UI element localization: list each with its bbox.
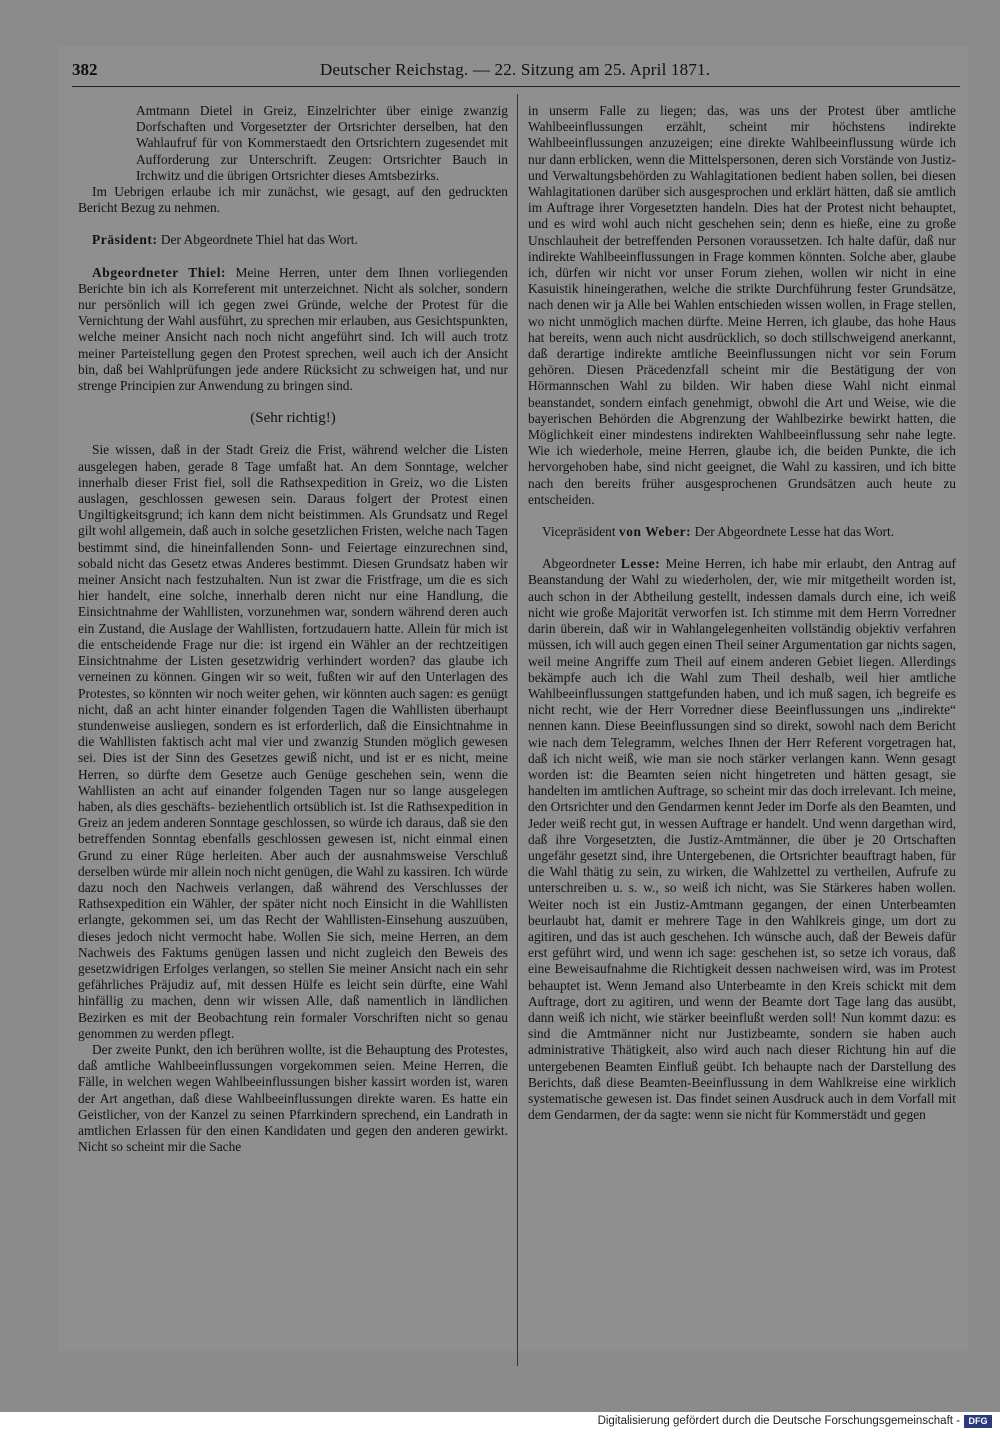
paragraph-gap xyxy=(528,508,956,524)
paragraph-gap xyxy=(78,426,508,442)
funding-credit: Digitalisierung gefördert durch die Deutsche Forschungsgemeinschaft - xyxy=(597,1415,960,1427)
speaker-name: Lesse: xyxy=(620,556,661,572)
speech-text: Der Abgeordnete Lesse hat das Wort. xyxy=(691,524,895,540)
body-paragraph: Im Uebrigen erlaube ich mir zunächst, wie gesagt, auf den gedruckten Bericht Bezug zu nehmen. xyxy=(78,184,508,216)
speaker-name: Abgeordneter Thiel: xyxy=(92,264,227,280)
body-paragraph: Sie wissen, daß in der Stadt Greiz die Frist, während welcher die Listen ausgelegen haben, gerade 8 Tage umfaßt hat. An dem Sonntage, welcher innerhalb dieser Frist fiel, soll die Rathsexpedition in Greiz, wo die Listen auslagen, geschlossen gewesen sein. Daraus folgert der Protest einen Ungiltigkeitsgrund; ich kann dem nicht beistimmen. Als Grundsatz und Regel gilt wohl allgemein, daß auch in solche gesetzlichen Fristen, welche nach Tagen bestimmt sind, die hineinfallenden Sonn- und Feiertage einzurechnen sind, sobald nicht das Gesetz etwas Anderes bestimmt. Diesen Grundsatz haben wir meiner Ansicht nach festzuhalten. Nun ist zwar die Fristfrage, um die es sich hier handelt, eine solche, innerhalb deren nicht nur eine Handlung, die Einsichtnahme der Wahllisten, vorzunehmen war, sondern während deren auch ein Zustand, die Auslage der Wahllisten, fortzudauern hatte. Allein für mich ist die entscheidende Frage nur die: ist irgend ein Wähler an der rechtzeitigen Einsichtnahme der Listen gesetzwidrig verhindert worden? das glaube ich verneinen zu können. Gingen wir so weit, fußten wir auf den Unterlagen des Protestes, so könnten wir noch weiter gehen, wir könnten auch sagen: es genügt nicht, daß an acht hinter einander folgenden Tagen die Wahllisten überhaupt stundenweise ausliegen, sondern es ist erforderlich, daß die Einsichtnahme in die Wahllisten faktisch acht mal vier und zwanzig Stunden möglich gewesen sei. Dies ist der Sinn des Gesetzes gewiß nicht, und ist er es nicht, meine Herren, so dürfte dem Gesetze auch Genüge geschehen sein, wenn die Wahllisten an acht auf einander folgenden Tagen nur so lange ausgelegen haben, als dies geschäfts- beziehentlich ortsüblich ist. Ist die Rathsexpedition in Greiz an jedem anderen Sonntage geschlossen, so würde ich daraus, daß sie den betreffenden Sonntag ebenfalls geschlossen gewesen ist, nicht einmal einen Grund zu einer Rüge herleiten. Aber auch der ausnahmsweise Verschluß derselben würde mir allein noch nicht genügen, die Wahl zu kassiren. Ich würde dazu noch den Nachweis verlangen, daß während des Verschlusses der Rathsexpedition ein Wähler, der später nicht noch Einsicht in die Wahllisten erlangte, gekommen sei, um das Recht der Wahllisten-Einsehung auszuüben, dieses jedoch nicht vermocht habe. Wollen Sie sich, meine Herren, an dem Nachweis des Faktums genügen lassen und nicht zugleich den Beweis des gesetzwidrigen Erfolges verlangen, so stellen Sie meiner Ansicht nach ein sehr gefährliches Präjudiz auf, mit dessen Hülfe es leicht sein dürfte, eine Wahl hinfällig zu machen, denn wir wissen Alle, daß namentlich in ländlichen Bezirken es mit der Beobachtung rein formaler Vorschriften nicht so genau genommen zu werden pflegt. xyxy=(78,442,508,1041)
footer-bar xyxy=(0,1412,1000,1432)
speaker-name: von Weber: xyxy=(618,524,692,540)
speaker-role: Vicepräsident xyxy=(542,524,619,540)
speaker-paragraph xyxy=(78,265,508,395)
speaker-name: Präsident: xyxy=(92,232,158,248)
speaker-paragraph xyxy=(528,524,956,540)
interjection: (Sehr richtig!) xyxy=(250,410,336,427)
page-number: 382 xyxy=(72,60,98,79)
header-rule xyxy=(72,86,960,87)
speech-text: Meine Herren, ich habe mir erlaubt, den Antrag auf Beanstandung der Wahl zu wiederholen, der, wie mir mitgetheilt worden ist, auch schon in der Abtheilung gestellt, indessen damals durch eine, ich weiß nicht wie große Majorität verworfen ist. Ich stimme mit dem Herrn Vorredner darin überein, daß wir in Wahlangelegenheiten vollständig objektiv verfahren müssen, ich will auch gegen einen Theil seiner Argumentation gar nichts sagen, weil meine Angriffe zum Theil auf einem anderen Gebiet liegen. Allerdings bekämpfe auch ich die Wahl zum Theil deshalb, weil hier amtliche Wahlbeeinflussungen stattgefunden haben, und ich muß sagen, ich begreife es nicht recht, wie der Herr Vorredner diese Beeinflussungen uns „indirekte“ nennen kann. Diese Beeinflussungen sind so direkt, sowohl nach dem Bericht wie nach dem Telegramm, welches Ihnen der Herr Referent vorgetragen hat, daß ich nicht weiß, wie man sie noch stärker verlangen kann. Wenn gesagt worden ist: die Beamten seien nicht hingetreten und hätten gesagt, sie handelten im amtlichen Auftrage, so scheint mir das doch irrelevant. Ich meine, den Ortsrichter und den Gendarmen kennt Jeder im Dorfe als den Beamten, und Jeder weiß recht gut, in wessen Auftrage er handelt. Und wenn dargethan wird, daß ihre Vorgesetzten, die Justiz-Amtmänner, die über je 20 Ortschaften ungefähr gesetzt sind, ihre Untergebenen, die Ortsrichter beauftragt haben, für die Wahl thätig zu sein, zu wirken, die Wahlzettel zu vertheilen, Aufrufe zu unterschreiben u. s. w., so weiß ich nicht, was Sie Stärkeres haben wollen. Weiter noch ist ein Justiz-Amtmann gegangen, der einen Unterbeamten beurlaubt hat, damit er mehrere Tage in den Wahlkreis ginge, um dort zu agitiren, und das ist auch geschehen. Ich wünsche auch, daß der Beweis dafür erst geführt wird, und wenn ich sage: geschehen ist, so setze ich voraus, daß eine Beweisaufnahme die Richtigkeit dessen nachweisen wird, was im Protest behauptet ist. Wenn Jemand also Unterbeamte in den Kreis schickt mit dem Auftrage, dort zu agitiren, und wenn der Beamte dort Tage lang das ausübt, dann weiß ich nicht, wie stärker beeinflußt werden soll! Nun kommt dazu: es sind die Amtmänner nicht nur Justizbeamte, sondern sie haben auch administrative Thätigkeit, also wird auch nach dieser Richtung hin auf die untergebenen Beamten Einfluß geübt. Ich behaupte nach der Darstellung des Berichts, daß diese Beamten-Beeinflussung in dem Wahlkreise eine wirklich systematische gewesen ist. Das findet seinen Ausdruck auch in dem Vorfall mit dem Gendarmen, der da sagte: wenn sie nicht für Kommerstädt und gegen xyxy=(528,556,956,1123)
speaker-paragraph xyxy=(528,556,956,1123)
speaker-role: Abgeordneter xyxy=(542,556,621,572)
quoted-evidence: Amtmann Dietel in Greiz, Einzelrichter über einige zwanzig Dorfschaften und Vorgesetzter der Ortsrichter derselben, hat den Wahlaufruf für von Kommerstaedt den Ortsrichtern zugesendet mit Aufforderung zur Unterschrift. Zeugen: Ortsrichter Bauch in Irchwitz und die übrigen Ortsrichter dieses Amtsbezirks. xyxy=(136,103,508,183)
right-column xyxy=(528,103,956,1123)
speaker-paragraph xyxy=(78,232,508,248)
speech-text: Der Abgeordnete Thiel hat das Wort. xyxy=(157,232,358,248)
running-header xyxy=(72,60,960,84)
left-column xyxy=(78,103,508,1155)
running-title: Deutscher Reichstag. — 22. Sitzung am 25. April 1871. xyxy=(320,60,711,79)
speech-text: Meine Herren, unter dem Ihnen vorliegenden Berichte bin ich als Korreferent mit unterzeichnet. Nicht als solcher, sondern nur persönlich will ich gegen zwei Gründe, welche der Protest für die Vernichtung der Wahl ausführt, zu sprechen mir erlauben, aus Gesichtspunkten, welche meiner Ansicht nach noch nicht angeführt sind. Ich will auch trotz meiner Parteistellung gegen den Protest sprechen, weil auch ich der Ansicht bin, daß bei Wahlprüfungen jede andere Rücksicht zu schweigen hat, und nur strenge Principien zur Anwendung zu bringen sind. xyxy=(78,264,508,394)
paragraph-gap xyxy=(78,249,508,265)
body-paragraph: in unserm Falle zu liegen; das, was uns der Protest über amtliche Wahlbeeinflussungen erzählt, scheint mir höchstens indirekte Wahlbeeinflussungen anzuzeigen; eine direkte Wahlbeeinflussung würde ich nur dann erblicken, wenn die Mittelspersonen, deren sich Vorstände von Justiz- und Verwaltungsbehörden zu Wahlagitationen bedient haben sollen, bei diesen Wahlagitationen darüber sich ausgesprochen und erklärt hätten, daß sie amtlich im Auftrage ihrer Vorgesetzten handeln. Dies hat der Protest nicht behauptet, und es wird wohl auch nicht geschehen sein; denn es hieße, eine zu große Unschlauheit der betreffenden Personen voraussetzen. Ich halte dafür, daß nur indirekte Wahlbeeinflussungen in Frage kommen könnten. Solche aber, glaube ich, dürfen wir nicht vor unser Forum ziehen, wollen wir nicht in eine Kasuistik hineingerathen, welche die strikte Durchführung fester Grundsätze, nach denen wir ja Alle bei Wahlen entschieden wissen wollen, in Frage stellen, wo nicht unmöglich machen dürfte. Meine Herren, ich glaube, das hohe Haus hat bereits, wenn auch nicht ausdrücklich, so doch stillschweigend anerkannt, daß derartige indirekte amtliche Beeinflussungen nicht vor sein Forum gehören. Diesen Präcedenzfall scheint mir die Bestätigung der von Hörmannschen Wahl zu bilden. Wir haben diese Wahl nicht einmal beanstandet, sondern einfach genehmigt, obwohl die Art und Weise, wie die bayerischen Behörden die Abgrenzung der Wahlbezirke bewirkt hatten, die Möglichkeit einer mindestens indirekten Wahlbeeinflussung sehr nahe legte. Wie ich wiederhole, meine Herren, glaube ich, die beiden Punkte, die ich hervorgehoben habe, sind nicht geeignet, die Wahl zu kassiren, und ich bitte nach den bereits früher ausgesprochenen Grundsätzen auch heute zu entscheiden. xyxy=(528,103,956,507)
paragraph-gap xyxy=(78,394,508,410)
dfg-logo: DFG xyxy=(964,1415,992,1428)
paragraph-gap xyxy=(528,540,956,556)
column-divider xyxy=(517,94,518,1366)
body-paragraph: Der zweite Punkt, den ich berühren wollte, ist die Behauptung des Protestes, daß amtliche Wahlbeeinflussungen vorgekommen seien. Meine Herren, die Fälle, in welchen wegen Wahlbeeinflussungen bisher kassirt worden ist, waren der Art angethan, daß diese Wahlbeeinflussungen direkte waren. Es hatte ein Geistlicher, von der Kanzel zu seinen Pfarrkindern sprechend, ein Landrath in amtlichen Erlassen für den einen Kandidaten und gegen den anderen gewirkt. Nicht so scheint mir die Sache xyxy=(78,1041,508,1155)
paragraph-gap xyxy=(78,216,508,232)
